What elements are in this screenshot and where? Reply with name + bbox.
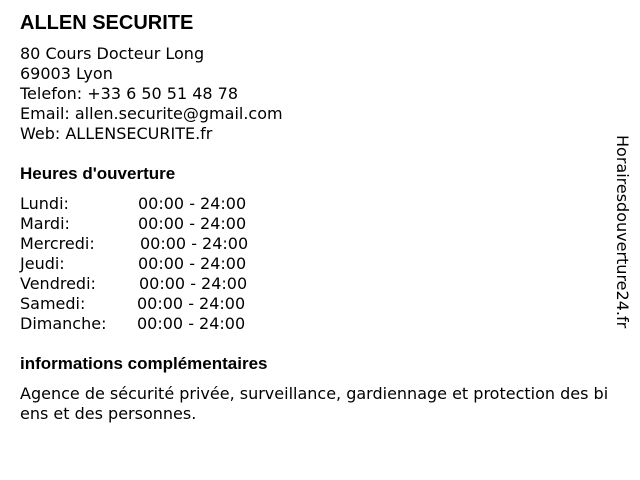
additional-info-heading: informations complémentaires [20,354,268,373]
opening-hours-heading: Heures d'ouverture [20,164,176,183]
day-label: Mercredi: [20,234,95,253]
time-range: 00:00 - 24:00 [137,294,246,313]
time-range: 00:00 - 24:00 [139,274,248,293]
address-block [20,44,283,144]
site-watermark: Horairesdouverture24.fr [613,135,632,329]
day-label: Samedi: [20,294,86,313]
hours-row-tuesday [20,214,280,234]
hours-row-wednesday [20,234,280,254]
business-name: ALLEN SECURITE [20,12,194,34]
website: Web: ALLENSECURITE.fr [20,124,213,143]
hours-row-saturday [20,294,280,314]
time-range: 00:00 - 24:00 [138,254,247,273]
city-postal-code: 69003 Lyon [20,64,113,83]
opening-hours-list [20,194,280,334]
additional-info-text: Agence de sécurité privée, surveillance, gardiennage et protection des biens et des personnes. [20,384,609,423]
time-range: 00:00 - 24:00 [137,314,246,333]
hours-row-friday [20,274,280,294]
time-range: 00:00 - 24:00 [140,234,249,253]
street-address: 80 Cours Docteur Long [20,44,205,63]
phone-number: Telefon: +33 6 50 51 48 78 [20,84,239,103]
hours-row-monday [20,194,280,214]
day-label: Vendredi: [20,274,96,293]
hours-row-sunday [20,314,280,334]
day-label: Jeudi: [20,254,65,273]
email-address: Email: allen.securite@gmail.com [20,104,283,123]
time-range: 00:00 - 24:00 [138,194,247,213]
day-label: Dimanche: [20,314,107,333]
day-label: Mardi: [20,214,70,233]
hours-row-thursday [20,254,280,274]
day-label: Lundi: [20,194,69,213]
time-range: 00:00 - 24:00 [138,214,247,233]
